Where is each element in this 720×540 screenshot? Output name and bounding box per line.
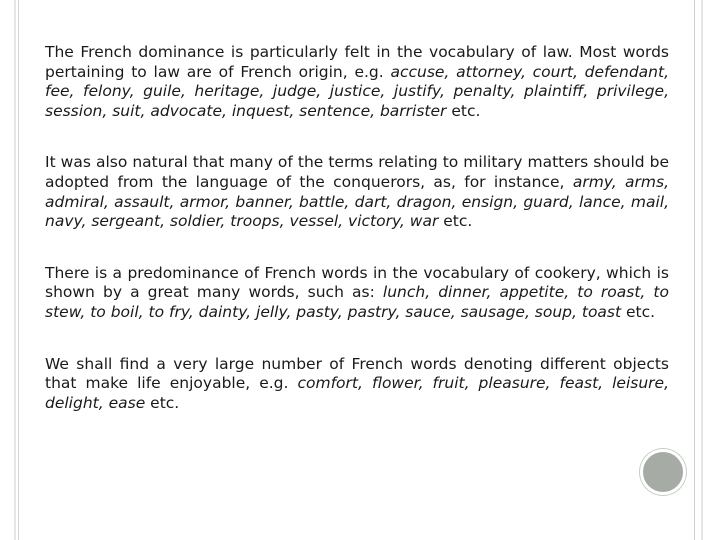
paragraph-enjoyment [45, 355, 669, 414]
slide-body [45, 43, 669, 445]
left-frame-border [0, 0, 19, 540]
paragraph-military-examples: army, arms, admiral, assault, armor, banner, battle, dart, dragon, ensign, guard, lance, mail, navy, sergeant, soldier, troops, vessel, victory, war [45, 172, 669, 231]
paragraph-enjoyment-tail: etc. [145, 393, 180, 412]
right-frame-border [694, 0, 720, 540]
paragraph-military [45, 153, 669, 231]
paragraph-law-examples: accuse, attorney, court, defendant, fee, felony, guile, heritage, judge, justice, justify, penalty, plaintiff, privilege, session, suit, advocate, inquest, sentence, barrister [45, 62, 669, 120]
decorative-circle [640, 449, 686, 495]
paragraph-cookery [45, 264, 669, 323]
paragraph-law [45, 43, 669, 121]
paragraph-law-lead: The French dominance is particularly felt in the vocabulary of law. Most words pertaining to law are of French origin, e.g. [45, 43, 669, 81]
paragraph-cookery-lead: There is a predominance of French words in the vocabulary of cookery, which is shown by a great many words, such as: [45, 263, 669, 302]
paragraph-enjoyment-examples: comfort, flower, fruit, pleasure, feast, leisure, delight, ease [45, 374, 669, 412]
paragraph-military-tail: etc. [438, 212, 473, 231]
paragraph-cookery-tail: etc. [621, 302, 656, 321]
paragraph-military-lead: It was also natural that many of the terms relating to military matters should be adopted from the language of the conquerors, as, for instance, [45, 153, 669, 191]
paragraph-cookery-examples: lunch, dinner, appetite, to roast, to stew, to boil, to fry, dainty, jelly, pasty, pastry, sauce, sausage, soup, toast [45, 283, 669, 321]
paragraph-law-tail: etc. [446, 101, 481, 120]
paragraph-enjoyment-lead: We shall find a very large number of French words denoting different objects that make life enjoyable, e.g. [45, 354, 669, 393]
